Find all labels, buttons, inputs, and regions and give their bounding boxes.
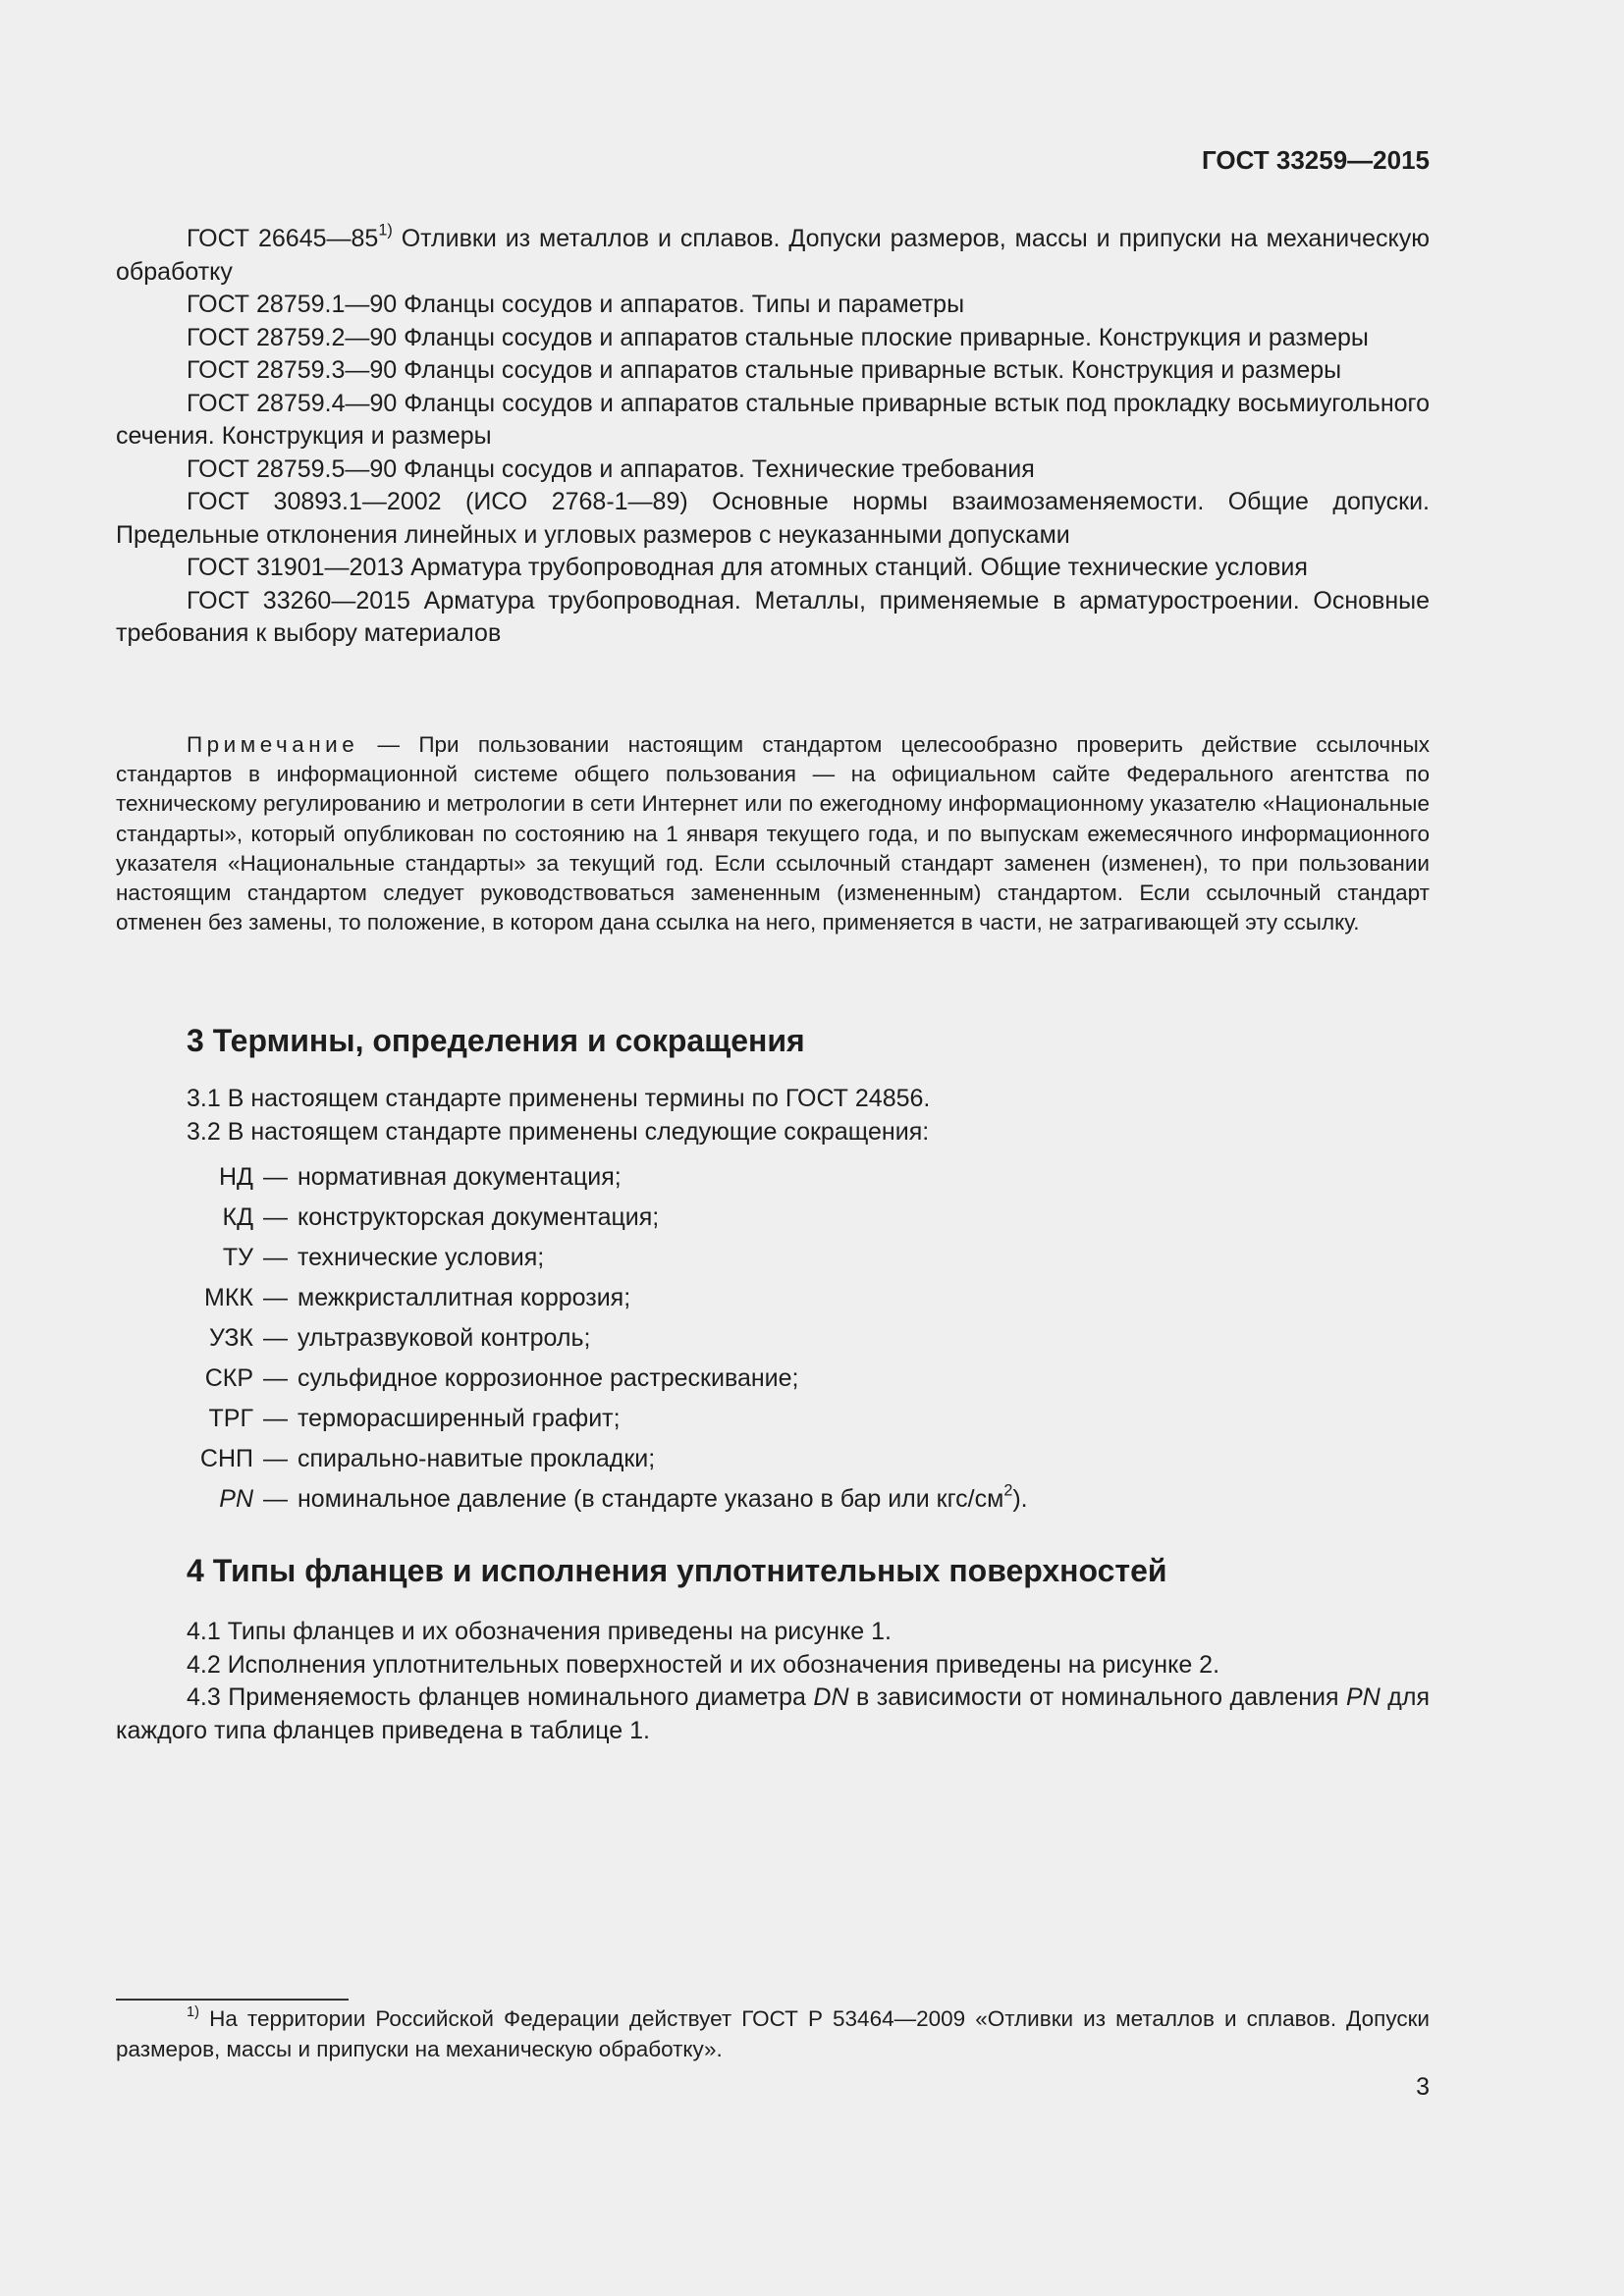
list-item: PN — номинальное давление (в стандарте указано в бар или кгс/$см^2$). <box>219 1481 1028 1513</box>
footnote-marker: 1) <box>378 221 393 240</box>
list-item: МКК — межкристаллитная коррозия; <box>204 1284 631 1311</box>
note-text: — При пользовании настоящим стандартом целесообразно проверить действие ссылочных стандартов в информационной системе общего пользования — на официальном сайте Федерального агентства по техническому регулированию и метрологии в сети Интернет или по ежегодному информационному указателю «Национальные стандарты», который опубликован по состоянию на 1 января текущего года, и по выпускам ежемесячного информационного указателя «Национальные стандарты» за текущий год. Если ссылочный стандарт заменен (изменен), то при пользовании настоящим стандартом следует руководствоваться замененным (измененным) стандартом. Если ссылочный стандарт отменен без замены, то положение, в котором дана ссылка на него, применяется в части, не затрагивающей эту ссылку. <box>116 732 1430 935</box>
section-3-body <box>116 1083 1430 1148</box>
section-4-body <box>116 1616 1430 1747</box>
footnote-marker: 1) <box>187 2003 199 2020</box>
note-block <box>116 730 1430 937</box>
paragraph-4-3: 4.3 Применяемость фланцев номинального диаметра DN в зависимости от номинального давления PN для каждого типа фланцев приведена в таблице 1. <box>116 1683 1430 1744</box>
reference-item: ГОСТ 30893.1—2002 (ИСО 2768-1—89) Основные нормы взаимозаменяемости. Общие допуски. Предельные отклонения линейных и угловых размеров с неуказанными допусками <box>116 488 1430 549</box>
paragraph-3-2: 3.2 В настоящем стандарте применены следующие сокращения: <box>187 1117 930 1146</box>
reference-item: ГОСТ 28759.1—90 Фланцы сосудов и аппаратов. Типы и параметры <box>187 291 965 318</box>
page-number: 3 <box>1416 2073 1430 2101</box>
paragraph-3-1: 3.1 В настоящем стандарте применены термины по ГОСТ 24856. <box>187 1085 931 1112</box>
list-item: УЗК — ультразвуковой контроль; <box>209 1324 591 1352</box>
footnote: $^{1)}$ На территории Российской Федерации действует ГОСТ Р 53464—2009 «Отливки из металлов и сплавов. Допуски размеров, массы и припуски на механическую обработку». <box>116 2003 1430 2061</box>
list-item: НД — нормативная документация; <box>219 1163 622 1191</box>
paragraph-4-2: 4.2 Исполнения уплотнительных поверхностей и их обозначения приведены на рисунке 2. <box>187 1650 1220 1679</box>
list-item: СНП — спирально-навитые прокладки; <box>199 1445 656 1472</box>
list-item: КД — конструкторская документация; <box>222 1203 660 1231</box>
reference-item: ГОСТ 28759.3—90 Фланцы сосудов и аппаратов стальные приварные встык. Конструкция и размеры <box>187 356 1342 384</box>
section-3-heading: 3 Термины, определения и сокращения <box>187 1023 805 1058</box>
reference-item: ГОСТ 28759.5—90 Фланцы сосудов и аппаратов. Технические требования <box>187 454 1035 483</box>
abbreviations-list <box>116 1157 1430 1520</box>
reference-item: ГОСТ 28759.2—90 Фланцы сосудов и аппаратов стальные плоские приварные. Конструкция и размеры <box>187 323 1369 351</box>
list-item: ТУ — технические условия; <box>222 1244 545 1271</box>
paragraph-4-1: 4.1 Типы фланцев и их обозначения приведены на рисунке 1. <box>187 1618 892 1645</box>
footnote-separator <box>116 1999 349 2001</box>
reference-item: ГОСТ 33260—2015 Арматура трубопроводная. Металлы, применяемые в арматуростроении. Основные требования к выбору материалов <box>116 586 1431 647</box>
references-list <box>116 223 1430 651</box>
section-4-heading: 4 Типы фланцев и исполнения уплотнительных поверхностей <box>187 1553 1167 1588</box>
document-header: ГОСТ 33259—2015 <box>1202 145 1430 175</box>
note-label: Примечание <box>187 732 359 757</box>
list-item: СКР — сульфидное коррозионное растрескивание; <box>204 1364 799 1392</box>
list-item: ТРГ — терморасширенный графит; <box>208 1405 621 1432</box>
reference-item: ГОСТ 31901—2013 Арматура трубопроводная для атомных станций. Общие технические условия <box>187 554 1308 581</box>
reference-item: ГОСТ 28759.4—90 Фланцы сосудов и аппаратов стальные приварные встык под прокладку восьмиугольного сечения. Конструкция и размеры <box>116 389 1430 450</box>
reference-item: ГОСТ 26645—85$^{1)}$ Отливки из металлов и сплавов. Допуски размеров, массы и припуски на механическую обработку <box>116 221 1430 286</box>
